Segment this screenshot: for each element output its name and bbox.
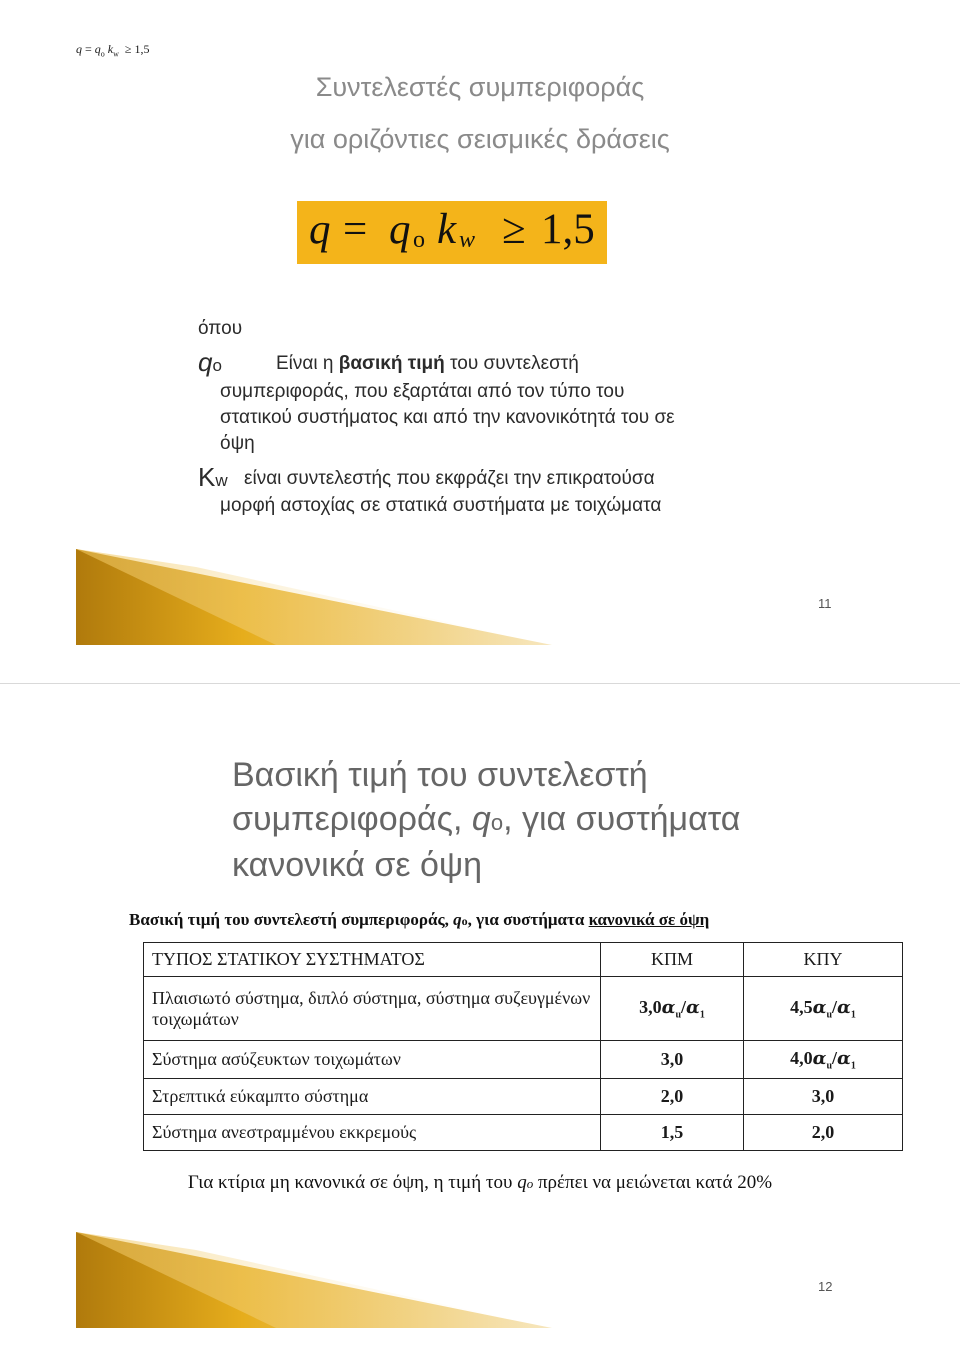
slide11-page-number: 11: [818, 596, 832, 611]
qo-definition-line3: στατικού συστήματος και από την κανονικότητά του σε: [220, 407, 675, 428]
formula-kw-sub: w: [113, 49, 119, 59]
slide-divider: [0, 683, 960, 684]
slide12-title-line3: κανονικά σε όψη: [232, 846, 483, 884]
row1-kpm: $3,0\alpha_u/\alpha_1$: [601, 977, 744, 1041]
formula-k: k: [107, 42, 114, 56]
title-q-sub: o: [490, 810, 504, 835]
slide12-title-line1: Βασική τιμή του συντελεστή: [232, 756, 648, 794]
slide12-decorative-band: [76, 1232, 552, 1328]
caption-underlined: κανονικά σε όψη: [588, 910, 710, 929]
row2-kpm: 3,0: [601, 1041, 744, 1079]
behaviour-factor-table: [143, 942, 903, 1151]
kw-symbol-base: K: [198, 462, 216, 492]
header-kpm: ΚΠΜ: [601, 943, 744, 977]
table-row: [144, 977, 903, 1041]
formula-box-geq: ≥: [502, 206, 526, 253]
formula-box-q0: q: [389, 206, 411, 253]
formula-box-equals: =: [343, 206, 368, 253]
row1-type: Πλαισιωτό σύστημα, διπλό σύστημα, σύστημα συζευγμένων τοιχωμάτων: [144, 977, 601, 1041]
kw-definition-line1: είναι συντελεστής που εκφράζει την επικρατούσα: [244, 468, 655, 489]
note-prefix: Για κτίρια μη κανονικά σε όψη, η τιμή του: [187, 1172, 518, 1193]
qo-text-bold: βασική τιμή: [338, 353, 445, 374]
qo-definition-line1: [276, 353, 579, 375]
formula-equals: =: [85, 42, 92, 56]
qo-text-prefix: Είναι η: [276, 353, 339, 374]
row4-kpy: 2,0: [744, 1115, 903, 1151]
row3-kpy: 3,0: [744, 1079, 903, 1115]
table-row: [144, 1079, 903, 1115]
formula-geq: ≥: [124, 42, 132, 56]
header-formula: [76, 42, 149, 58]
note-q-sub: o: [526, 1176, 534, 1191]
formula-box-k: k: [437, 206, 457, 253]
table-caption: [129, 910, 709, 930]
formula-value: 1,5: [134, 42, 150, 56]
qo-definition-line2: συμπεριφοράς, που εξαρτάται από τον τύπο του: [220, 381, 625, 402]
caption-q-sub: o: [461, 914, 468, 928]
kw-definition-line2: μορφή αστοχίας σε στατικά συστήματα με τοιχώματα: [220, 495, 662, 516]
row2-type: Σύστημα ασύζευκτων τοιχωμάτων: [144, 1041, 601, 1079]
kw-symbol: [198, 462, 228, 493]
header-system-type: ΤΥΠΟΣ ΣΤΑΤΙΚΟΥ ΣΥΣΤΗΜΑΤΟΣ: [144, 943, 601, 977]
table-row: [144, 1041, 903, 1079]
formula-q: q: [76, 42, 82, 56]
qo-text-suffix: του συντελεστή: [444, 353, 579, 374]
formula-box: [297, 201, 607, 264]
caption-mid: , για συστήματα: [467, 910, 589, 929]
opou-label: όπου: [198, 318, 243, 339]
formula-box-q0-sub: o: [413, 227, 425, 253]
qo-definition-line4: όψη: [220, 433, 255, 454]
title2-suffix: , για συστήματα: [503, 800, 741, 838]
row3-kpm: 2,0: [601, 1079, 744, 1115]
formula-q0-sub: o: [100, 49, 105, 59]
table-row: [144, 1115, 903, 1151]
slide12-title-line2: [232, 800, 740, 839]
qo-symbol-base: q: [198, 347, 213, 377]
slide11-title-line1: Συντελεστές συμπεριφοράς: [315, 72, 645, 102]
note-q: q: [517, 1172, 527, 1193]
title-q: q: [471, 800, 491, 838]
formula-box-value: 1,5: [541, 206, 595, 253]
formula-box-kw-sub: w: [459, 227, 476, 253]
slide11-decorative-band: [76, 549, 552, 645]
caption-q: q: [453, 910, 462, 929]
row4-kpm: 1,5: [601, 1115, 744, 1151]
row2-kpy: $4,0\alpha_u/\alpha_1$: [744, 1041, 903, 1079]
qo-symbol: [198, 347, 222, 378]
caption-prefix: Βασική τιμή του συντελεστή συμπεριφοράς,: [129, 910, 454, 929]
row1-kpy: $4,5\alpha_u/\alpha_1$: [744, 977, 903, 1041]
formula-box-q: q: [309, 206, 331, 253]
header-kpy: ΚΠΥ: [744, 943, 903, 977]
slide12-page-number: 12: [818, 1279, 833, 1294]
irregular-building-note: [0, 1172, 960, 1194]
formula-q0: q: [94, 42, 101, 56]
note-suffix: πρέπει να μειώνεται κατά 20%: [533, 1172, 773, 1193]
row4-type: Σύστημα ανεστραμμένου εκκρεμούς: [144, 1115, 601, 1151]
slide11-title-line2: για οριζόντιες σεισμικές δράσεις: [290, 124, 670, 154]
qo-symbol-sub: o: [212, 356, 222, 375]
kw-symbol-sub: w: [215, 471, 228, 490]
row3-type: Στρεπτικά εύκαμπτο σύστημα: [144, 1079, 601, 1115]
title2-prefix: συμπεριφοράς,: [232, 800, 472, 838]
table-header-row: [144, 943, 903, 977]
